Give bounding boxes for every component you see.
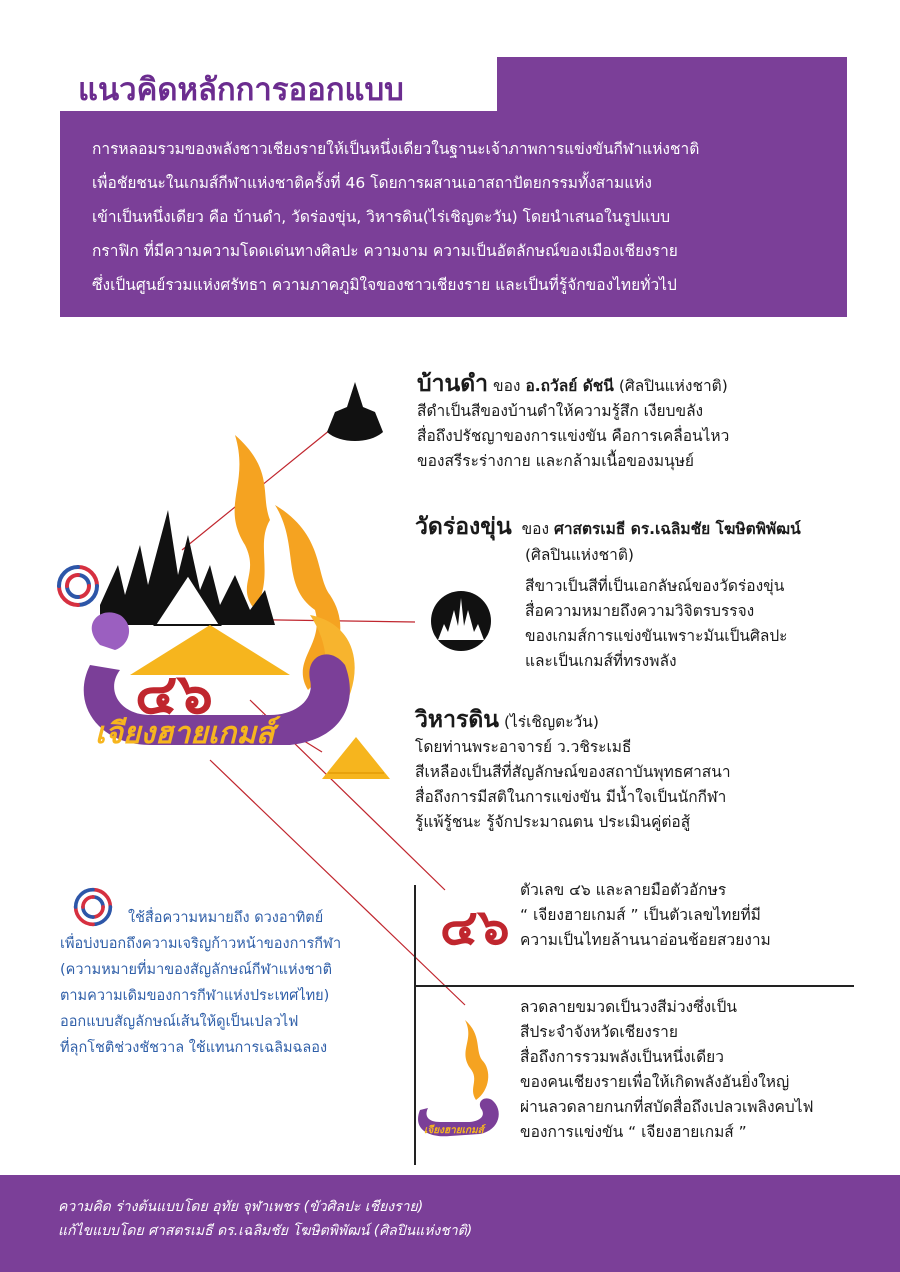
viharn-din-sub: (ไร่เชิญตะวัน)	[503, 713, 599, 731]
baan-dam-line: ของสรีระร่างกาย และกล้ามเนื้อของมนุษย์	[417, 452, 695, 470]
baan-dam-artist-title: (ศิลปินแห่งชาติ)	[618, 377, 728, 395]
swirl-line: ลวดลายขมวดเป็นวงสีม่วงซึ่งเป็น	[520, 998, 737, 1016]
wat-rong-khun-artist-title: (ศิลปินแห่งชาติ)	[525, 546, 634, 564]
footer-credit-revision: แก้ไขแบบโดย ศาสตรเมธี ดร.เฉลิมชัย โฆษิตพิพัฒน์ (ศิลปินแห่งชาติ)	[58, 1223, 473, 1239]
logo-script: เจียงฮายเกมส์	[95, 716, 275, 751]
viharn-din-icon	[320, 735, 392, 783]
swirl-line: สื่อถึงการรวมพลังเป็นหนึ่งเดียว	[520, 1048, 724, 1066]
baan-dam-line: สื่อถึงปรัชญาของการแข่งขัน คือการเคลื่อนไหว	[417, 427, 730, 445]
swirl-line: ของการแข่งขัน “ เจียงฮายเกมส์ ”	[520, 1123, 747, 1141]
number-line: “ เจียงฮายเกมส์ ” เป็นตัวเลขไทยที่มี	[520, 906, 761, 924]
baan-dam-of: ของ	[493, 377, 521, 395]
sun-symbol-icon	[55, 563, 101, 609]
section-viharn-din	[415, 708, 731, 835]
viharn-din-name: วิหารดิน	[415, 707, 500, 733]
viharn-din-line: สื่อถึงการมีสติในการแข่งขัน มีน้ำใจเป็นนักกีฬา	[415, 788, 727, 806]
section-wat-rong-khun-body	[525, 543, 788, 674]
intro-line: การหลอมรวมของพลังชาวเชียงรายให้เป็นหนึ่งเดียวในฐานะเจ้าภาพการแข่งขันกีฬาแห่งชาติ	[92, 140, 700, 158]
wat-rong-khun-artist: ศาสตรเมธี ดร.เฉลิมชัย โฆษิตพิพัฒน์	[553, 520, 801, 538]
baan-dam-name: บ้านดำ	[417, 371, 489, 397]
sun-line: ใช้สื่อความหมายถึง ดวงอาทิตย์	[128, 910, 324, 926]
swirl-line: ของคนเชียงรายเพื่อให้เกิดพลังอันยิ่งใหญ่	[520, 1073, 790, 1091]
sun-line: (ความหมายที่มาของสัญลักษณ์กีฬาแห่งชาติ	[60, 962, 333, 978]
swirl-line: สีประจำจังหวัดเชียงราย	[520, 1023, 678, 1041]
intro-line: เพื่อชัยชนะในเกมส์กีฬาแห่งชาติครั้งที่ 46 โดยการผสานเอาสถาปัตยกรรมทั้งสามแห่ง	[92, 174, 652, 192]
mini-swirl-icon	[410, 1020, 505, 1140]
wat-rong-khun-line: ของเกมส์การแข่งขันเพราะมันเป็นศิลปะ	[525, 627, 788, 645]
divider-horizontal	[414, 985, 854, 987]
number-46-glyph: ๔๖	[440, 897, 510, 956]
wat-rong-khun-line: และเป็นเกมส์ที่ทรงพลัง	[525, 652, 677, 670]
section-number	[520, 878, 771, 953]
sun-line: ตามความเดิมของการกีฬาแห่งประเทศไทย)	[60, 988, 330, 1004]
footer-credit-concept: ความคิด ร่างต้นแบบโดย อุทัย จุฬาเพชร (ขัวศิลปะ เชียงราย)	[58, 1199, 424, 1215]
wat-rong-khun-line: สื่อความหมายถึงความวิจิตรบรรจง	[525, 602, 755, 620]
sun-line: เพื่อบ่งบอกถึงความเจริญก้าวหน้าของการกีฬา	[60, 936, 342, 952]
viharn-din-line: โดยท่านพระอาจารย์ ว.วชิระเมธี	[415, 738, 632, 756]
number-line: ความเป็นไทยล้านนาอ่อนช้อยสวยงาม	[520, 931, 771, 949]
viharn-din-line: รู้แพ้รู้ชนะ รู้จักประมาณตน ประเมินคู่ต่อสู้	[415, 813, 691, 831]
mini-swirl-script: เจียงฮายเกมส์	[424, 1125, 484, 1136]
intro-line: เข้าเป็นหนึ่งเดียว คือ บ้านดำ, วัดร่องขุ่น, วิหารดิน(ไร่เชิญตะวัน) โดยนำเสนอในรูปแบบ	[92, 208, 671, 226]
sun-line: ที่ลุกโชติช่วงชัชวาล ใช้แทนการเฉลิมฉลอง	[60, 1040, 328, 1056]
swirl-line: ผ่านลวดลายกนกที่สบัดสื่อถึงเปลวเพลิงคบไฟ	[520, 1098, 814, 1116]
viharn-din-line: สีเหลืองเป็นสีที่สัญลักษณ์ของสถาบันพุทธศาสนา	[415, 763, 731, 781]
baan-dam-icon	[325, 382, 385, 447]
baan-dam-line: สีดำเป็นสีของบ้านดำให้ความรู้สึก เงียบขลัง	[417, 402, 704, 420]
section-sun	[60, 905, 390, 1061]
wat-rong-khun-of: ของ	[521, 520, 550, 538]
section-wat-rong-khun	[415, 515, 801, 542]
number-line: ตัวเลข ๔๖ และลายมือตัวอักษร	[520, 881, 727, 899]
wat-rong-khun-name: วัดร่องขุ่น	[415, 514, 512, 540]
intro-line: กราฟิก ที่มีความความโดดเด่นทางศิลปะ ความงาม ความเป็นอัตลักษณ์ของเมืองเชียงราย	[92, 242, 678, 260]
logo-number: ๔๖	[135, 661, 213, 727]
page-title: แนวคิดหลักการออกแบบ	[78, 72, 404, 108]
baan-dam-artist: อ.ถวัลย์ ดัชนี	[525, 377, 614, 395]
wat-rong-khun-line: สีขาวเป็นสีที่เป็นเอกลัษณ์ของวัดร่องขุ่น	[525, 577, 785, 595]
section-swirl	[520, 995, 814, 1145]
sun-line: ออกแบบสัญลักษณ์เส้นให้ดูเป็นเปลวไฟ	[60, 1014, 299, 1030]
wat-rong-khun-icon	[430, 590, 492, 652]
intro-line: ซึ่งเป็นศูนย์รวมแห่งศรัทธา ความภาคภูมิใจของชาวเชียงราย และเป็นที่รู้จักของไทยทั่วไป	[92, 276, 677, 294]
section-baan-dam	[417, 372, 729, 474]
